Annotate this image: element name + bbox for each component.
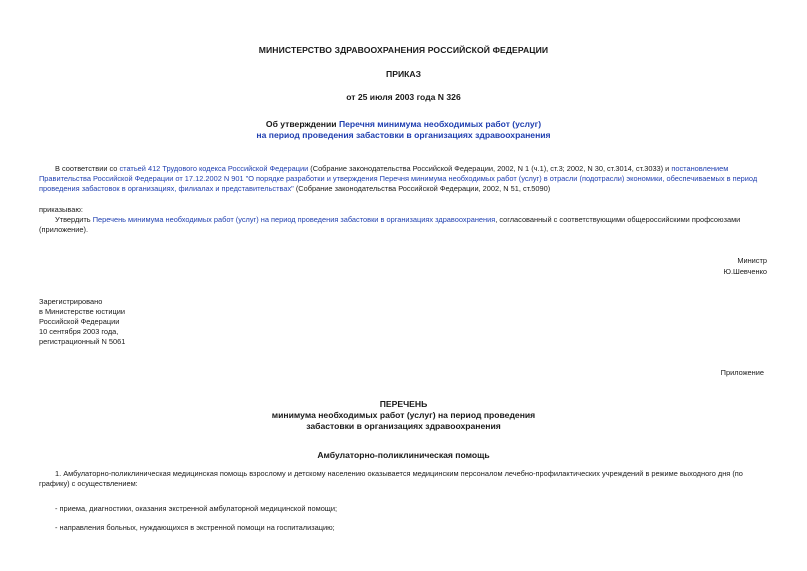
preamble-paragraph	[39, 164, 771, 193]
preamble-intro: В соответствии со	[55, 164, 120, 173]
registration-line: Российской Федерации	[39, 317, 120, 327]
registration-line: Зарегистрировано	[39, 297, 103, 306]
appendix-title-line1: ПЕРЕЧЕНЬ	[379, 399, 428, 409]
signature-position: Министр	[737, 256, 767, 265]
registration-line: регистрационный N 5061	[39, 337, 126, 347]
appendix-bullet-2: - направления больных, нуждающихся в экстренной помощи на госпитализацию;	[55, 523, 335, 532]
labor-code-article-link[interactable]: статьей 412 Трудового кодекса Российской Федерации	[119, 164, 309, 173]
section-heading: Амбулаторно-поликлиническая помощь	[317, 450, 490, 460]
appendix-paragraph-1: 1. Амбулаторно-поликлиническая медицинская помощь взрослому и детскому населению оказывается медицинским персоналом лечебно-профилактических учреждений в режиме выходного дня (по графику) с осуществлением:	[39, 469, 743, 488]
registration-block	[39, 297, 125, 347]
appendix-label: Приложение	[720, 368, 764, 377]
order-title-line2[interactable]: на период проведения забастовки в организациях здравоохранения	[256, 130, 551, 141]
registration-line: в Министерстве юстиции	[39, 307, 126, 317]
approve-suffix: , согласованный с соответствующими общероссийскими профсоюзами (приложение).	[39, 215, 741, 234]
approve-prefix: Утвердить	[55, 215, 93, 224]
registration-line: 10 сентября 2003 года,	[39, 327, 119, 337]
order-title	[0, 119, 807, 141]
order-date-number: от 25 июля 2003 года N 326	[346, 92, 461, 102]
appendix-title	[0, 399, 807, 433]
preamble-text1: (Собрание законодательства Российской Федерации, 2002, N 1 (ч.1), ст.3; 2002, N 30, ст.3014, ст.3033) и	[308, 164, 672, 173]
signature-name: Ю.Шевченко	[723, 267, 767, 276]
preamble-text2: (Собрание законодательства Российской Федерации, 2002, N 51, ст.5090)	[293, 183, 551, 193]
ministry-heading: МИНИСТЕРСТВО ЗДРАВООХРАНЕНИЯ РОССИЙСКОЙ ФЕДЕРАЦИИ	[258, 45, 549, 55]
order-heading: ПРИКАЗ	[386, 69, 421, 79]
approve-list-link[interactable]: Перечень минимума необходимых работ (услуг) на период проведения забастовки в организациях здравоохранения	[92, 215, 496, 224]
order-word: приказываю:	[39, 205, 83, 214]
appendix-bullet-1: - приема, диагностики, оказания экстренной амбулаторной медицинской помощи;	[55, 504, 338, 513]
order-title-link[interactable]: Перечня минимума необходимых работ (услуг)	[338, 119, 542, 129]
appendix-title-line3: забастовки в организациях здравоохранения	[306, 421, 501, 432]
order-title-line1	[0, 119, 807, 130]
approve-paragraph	[39, 215, 771, 235]
order-title-prefix: Об утверждении	[265, 119, 339, 129]
appendix-title-line2: минимума необходимых работ (услуг) на период проведения	[271, 410, 536, 421]
government-resolution-link[interactable]: постановлением Правительства Российской Федерации от 17.12.2002 N 901 "О порядке разработки и утверждения Перечня минимума необходимых работ (услуг) в отрасли (подотрасли) экономики, обеспечиваемых в период проведения забастовок в организациях, филиалах и представительствах"	[39, 164, 758, 193]
